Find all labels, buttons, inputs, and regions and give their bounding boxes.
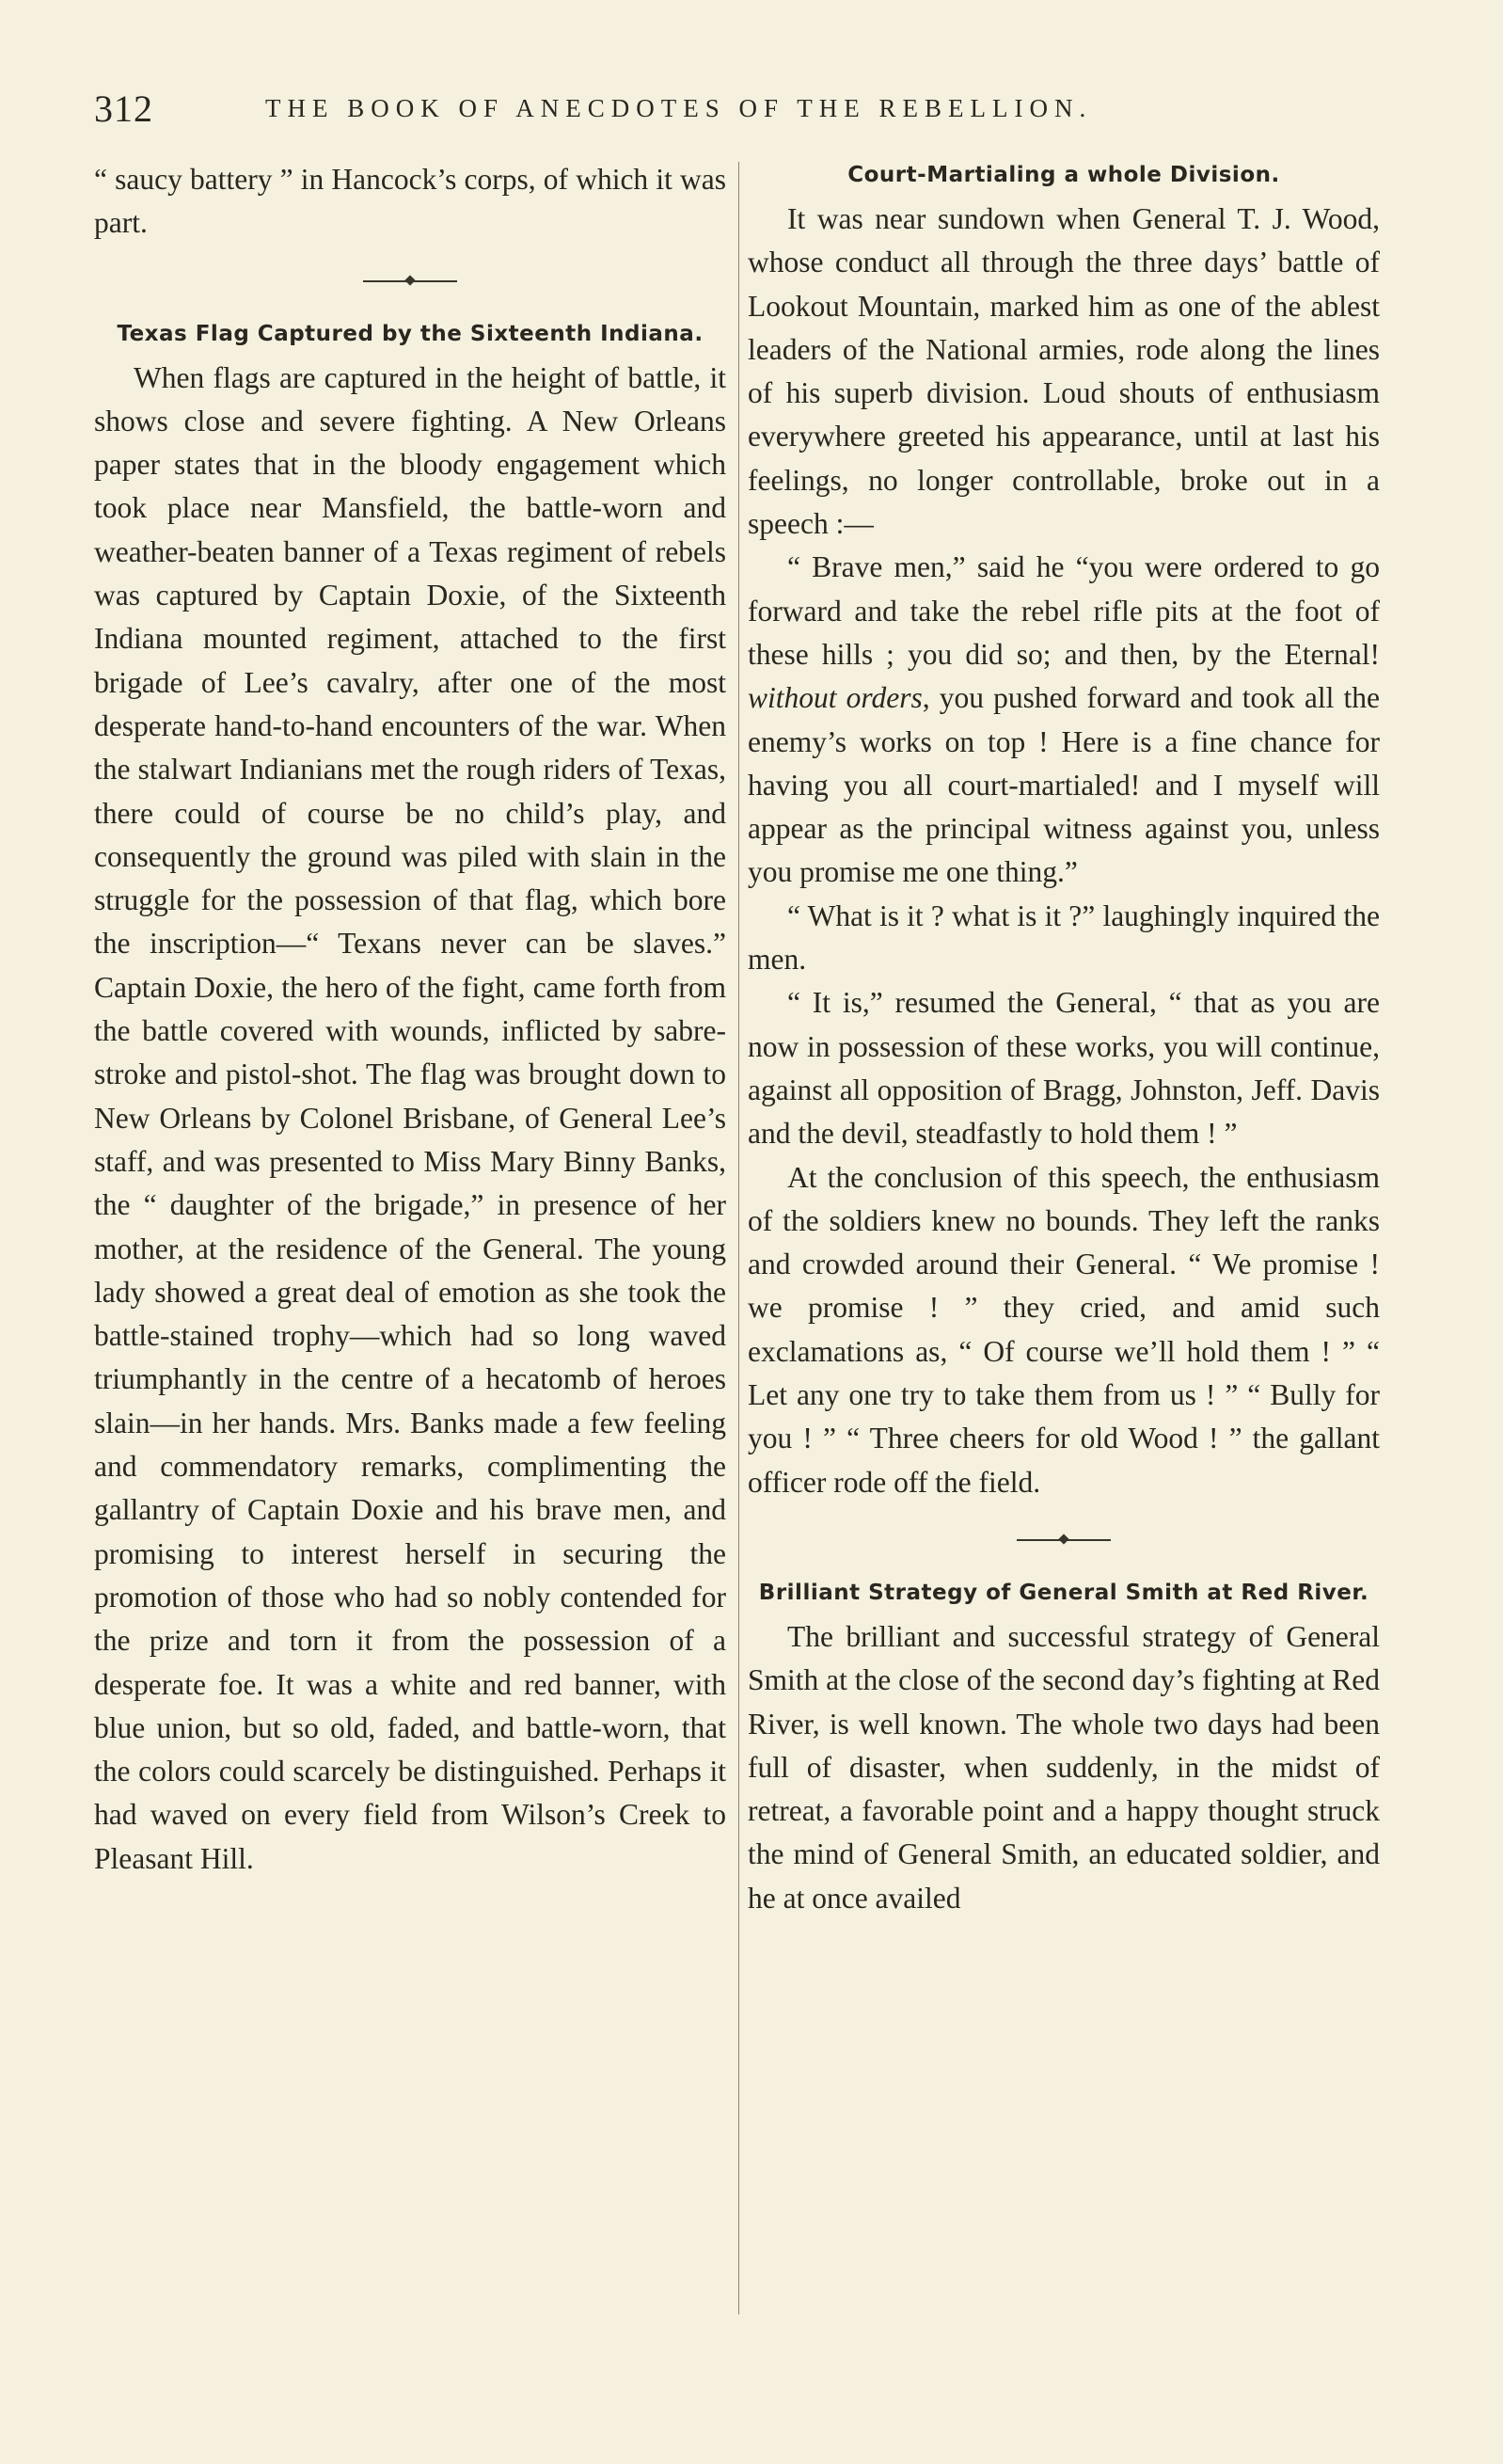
section-divider [748,1504,1380,1576]
quote-text: “ Brave men,” said he “you were ordered to go forward and take the rebel rifle pits at the foot of these hills ; you did so; and then, by the Eternal! [748,550,1380,671]
running-head: THE BOOK OF ANECDOTES OF THE REBELLION. [265,94,1093,122]
italic-text: without orders [748,681,923,715]
section-divider [94,246,726,317]
body-paragraph: It was near sundown when General T. J. Wood, whose conduct all through the three days’ battle of Lookout Mountain, marked him as one of the ablest leaders of the National armies, rode along the lines of his superb division. Loud shouts of enthusiasm everywhere greeted his appearance, until at last his feelings, no longer controllable, broke out in a speech :— [748,202,1380,541]
page-number: 312 [94,87,153,130]
section-heading: Texas Flag Captured by the Sixteenth Indiana. [117,321,704,346]
left-column [94,158,726,1881]
body-paragraph [748,546,1380,894]
body-paragraph: “ What is it ? what is it ?” laughingly inquired the men. [748,898,1380,977]
body-paragraph: The brilliant and successful strategy of General Smith at the close of the second day’s fighting at Red River, is well known. The whole two days had been full of disaster, when suddenly, in the midst of retreat, a favorable point and a happy thought struck the mind of General Smith, an educated soldier, and he at once availed [748,1619,1380,1915]
body-paragraph: “ It is,” resumed the General, “ that as you are now in possession of these works, you will continue, against all opposition of Bragg, Johnston, Jeff. Davis and the devil, steadfastly to hold them ! ” [748,986,1380,1151]
right-column [748,158,1380,1920]
section-heading: Brilliant Strategy of General Smith at Red River. [758,1580,1369,1605]
column-rule [738,162,739,2314]
continuation-paragraph: “ saucy battery ” in Hancock’s corps, of which it was part. [94,163,726,240]
section-heading: Court-Martialing a whole Division. [847,163,1280,187]
body-paragraph: At the conclusion of this speech, the enthusiasm of the soldiers knew no bounds. They left the ranks and crowded around their General. “ We promise ! we promise ! ” they cried, and amid such exclamations as, “ Of course we’ll hold them ! ” “ Let any one try to take them from us ! ” “ Bully for you ! ” “ Three cheers for old Wood ! ” the gallant officer rode off the field. [748,1160,1380,1499]
quote-text: , you pushed forward and took all the enemy’s works on top ! Here is a fine chance for having you all court-martialed! and I myself will appear as the principal witness against you, unless you promise me one thing.” [748,681,1380,889]
body-paragraph: When flags are captured in the height of battle, it shows close and severe fighting. A New Orleans paper states that in the bloody engagement which took place near Mansfield, the battle-worn and weather-beaten banner of a Texas regiment of rebels was captured by Captain Doxie, of the Sixteenth Indiana mounted regiment, attached to the first brigade of Lee’s cavalry, after one of the most desperate hand-to-hand encounters of the war. When the stalwart Indianians met the rough riders of Texas, there could of course be no child’s play, and consequently the ground was piled with slain in the struggle for the possession of that flag, which bore the inscription—“ Texans never can be slaves.” Captain Doxie, the hero of the fight, came forth from the battle covered with wounds, inflicted by sabre-stroke and pistol-shot. The flag was brought down to New Orleans by Colonel Brisbane, of General Lee’s staff, and was presented to Miss Mary Binny Banks, the “ daughter of the brigade,” in presence of her mother, at the residence of the General. The young lady showed a great deal of emotion as she took the battle-stained trophy—which had so long waved triumphantly in the centre of a hecatomb of heroes slain—in her hands. Mrs. Banks made a few feeling and commendatory remarks, complimenting the gallantry of Captain Doxie and his brave men, and promising to interest herself in securing the promotion of those who had so nobly contended for the prize and torn it from the possession of a desperate foe. It was a white and red banner, with blue union, but so old, faded, and battle-worn, that the colors could scarcely be distinguished. Perhaps it had waved on every field from Wilson’s Creek to Pleasant Hill. [94,360,726,1875]
